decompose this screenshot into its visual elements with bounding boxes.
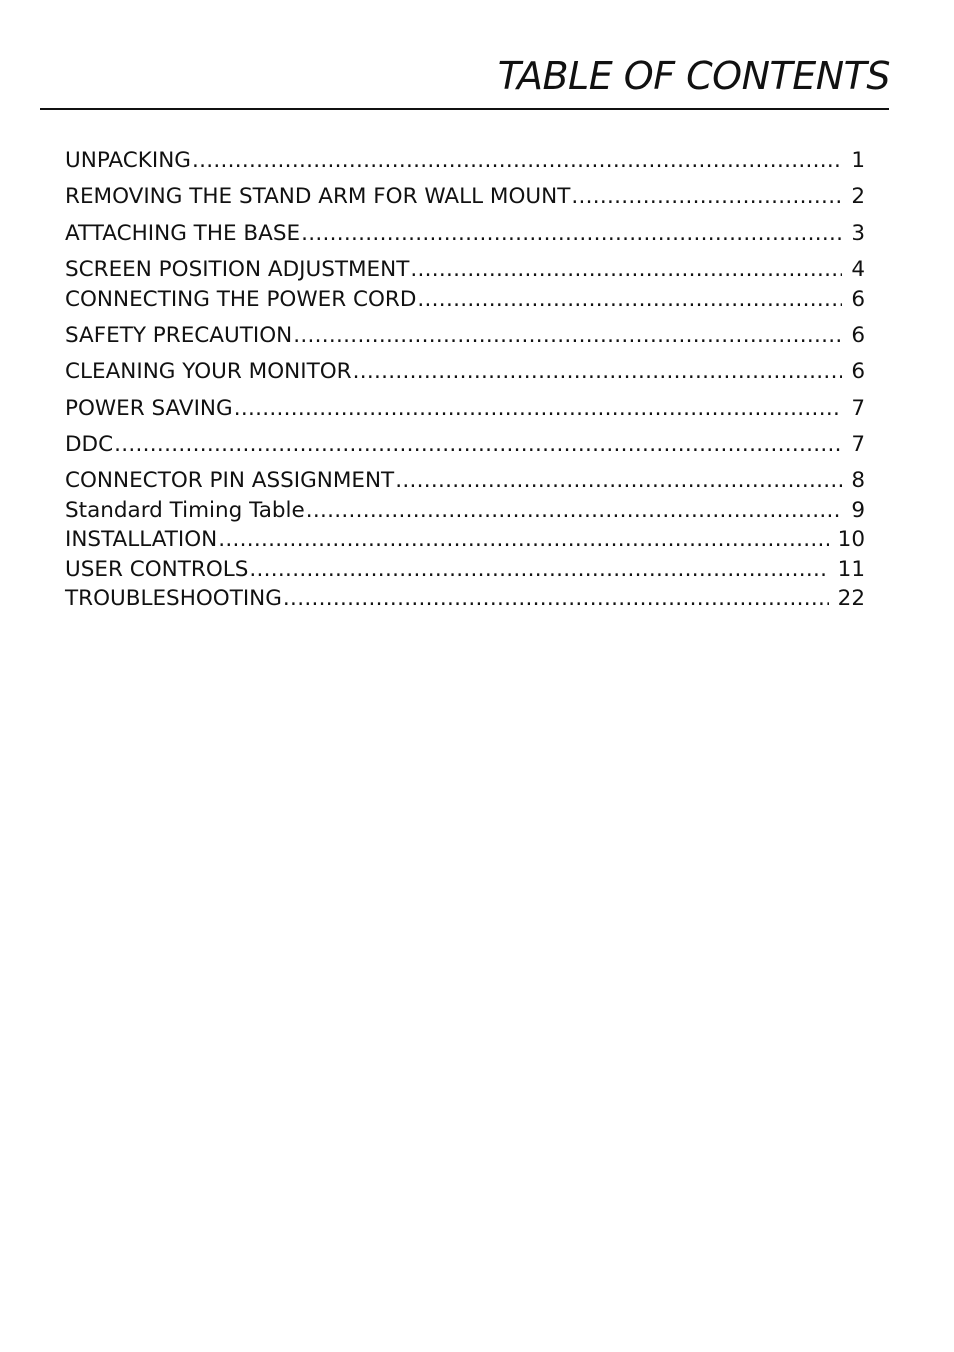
toc-dot-leader xyxy=(417,286,842,314)
toc-dot-leader xyxy=(306,497,843,525)
toc-entry[interactable] xyxy=(65,395,865,423)
toc-entry-label: REMOVING THE STAND ARM FOR WALL MOUNT xyxy=(65,184,571,209)
title-divider xyxy=(40,108,889,110)
toc-dot-leader xyxy=(293,322,842,350)
toc-dot-leader xyxy=(192,147,842,175)
page-title: TABLE OF CONTENTS xyxy=(497,54,890,98)
toc-entry-label: UNPACKING xyxy=(65,148,191,173)
toc-entry[interactable] xyxy=(65,585,865,613)
toc-entry-page: 22 xyxy=(837,586,865,611)
toc-entry[interactable] xyxy=(65,431,865,459)
toc-entry-page: 8 xyxy=(851,468,865,493)
toc-entry[interactable] xyxy=(65,147,865,175)
toc-dot-leader xyxy=(395,467,842,495)
toc-entry-page: 6 xyxy=(851,359,865,384)
toc-entry-page: 7 xyxy=(851,396,865,421)
toc-entry-page: 11 xyxy=(837,557,865,582)
toc-entry[interactable] xyxy=(65,556,865,584)
toc-entry-label: TROUBLESHOOTING xyxy=(65,586,282,611)
toc-entry-page: 9 xyxy=(851,498,865,523)
toc-entry[interactable] xyxy=(65,497,865,525)
toc-dot-leader xyxy=(353,358,843,386)
toc-entry-page: 1 xyxy=(851,148,865,173)
toc-entry-label: DDC xyxy=(65,432,114,457)
toc-dot-leader xyxy=(249,556,828,584)
toc-entry-label: SCREEN POSITION ADJUSTMENT xyxy=(65,257,410,282)
toc-entry[interactable] xyxy=(65,526,865,554)
toc-entry-page: 6 xyxy=(851,287,865,312)
toc-entry[interactable] xyxy=(65,358,865,386)
toc-entry-page: 3 xyxy=(851,221,865,246)
toc-dot-leader xyxy=(301,220,842,248)
toc-dot-leader xyxy=(114,431,842,459)
toc-entry[interactable] xyxy=(65,467,865,495)
toc-entry[interactable] xyxy=(65,322,865,350)
toc-dot-leader xyxy=(218,526,828,554)
toc-entry-page: 2 xyxy=(851,184,865,209)
toc-entry[interactable] xyxy=(65,286,865,314)
toc-entry-label: USER CONTROLS xyxy=(65,557,249,582)
toc-entry[interactable] xyxy=(65,183,865,211)
toc-entry-page: 4 xyxy=(851,257,865,282)
toc-entry[interactable] xyxy=(65,220,865,248)
toc-entry[interactable] xyxy=(65,256,865,284)
toc-entry-label: CLEANING YOUR MONITOR xyxy=(65,359,352,384)
toc-entry-page: 7 xyxy=(851,432,865,457)
toc-dot-leader xyxy=(410,256,842,284)
toc-entry-page: 6 xyxy=(851,323,865,348)
toc-entry-label: POWER SAVING xyxy=(65,396,233,421)
toc-entry-label: Standard Timing Table xyxy=(65,498,305,523)
toc-entry-label: CONNECTING THE POWER CORD xyxy=(65,287,417,312)
toc-dot-leader xyxy=(571,183,842,211)
toc-entry-label: INSTALLATION xyxy=(65,527,218,552)
toc-entry-label: SAFETY PRECAUTION xyxy=(65,323,293,348)
toc-entry-page: 10 xyxy=(837,527,865,552)
toc-dot-leader xyxy=(234,395,843,423)
toc-entry-label: CONNECTOR PIN ASSIGNMENT xyxy=(65,468,395,493)
toc-entry-label: ATTACHING THE BASE xyxy=(65,221,301,246)
toc-dot-leader xyxy=(283,585,829,613)
